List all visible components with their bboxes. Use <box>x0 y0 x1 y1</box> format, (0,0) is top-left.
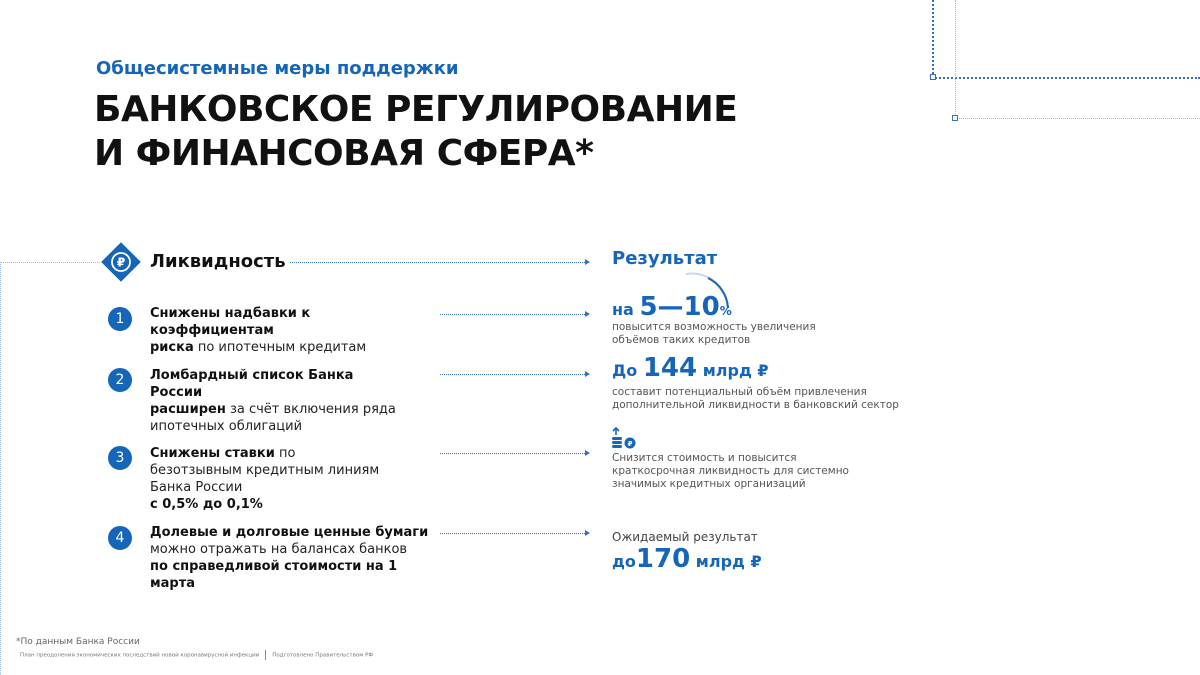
item-arrow-head <box>585 311 590 317</box>
item-text <box>150 367 400 435</box>
item-text <box>150 445 390 513</box>
page-title-line1: БАНКОВСКОЕ РЕГУЛИРОВАНИЕ <box>94 89 738 130</box>
result-caption: Ожидаемый результат <box>612 530 758 544</box>
decor-horizontal-line-light <box>955 118 1200 119</box>
result-value <box>612 353 769 383</box>
result-label: Результат <box>612 248 718 269</box>
result-description <box>612 452 849 491</box>
result-description <box>612 321 816 347</box>
footer-separator <box>265 650 266 660</box>
result-desc-line: повысится возможность увеличения <box>612 321 816 333</box>
item-arrow-head <box>585 371 590 377</box>
item-plain: по ипотечным кредитам <box>193 340 367 355</box>
item-bold: риска <box>150 340 194 355</box>
item-text <box>150 305 420 356</box>
item-arrow <box>440 374 585 375</box>
result-desc-line: дополнительной ликвидности в банковский сектор <box>612 399 899 411</box>
item-arrow-head <box>585 530 590 536</box>
item-number: 1 <box>108 307 132 331</box>
result-prefix: до <box>612 552 636 571</box>
result-description <box>612 386 899 412</box>
footer <box>20 650 373 660</box>
decor-vertical-line <box>932 0 934 78</box>
item-arrow <box>440 314 585 315</box>
item-bold: по справедливой стоимости на 1 марта <box>150 559 398 591</box>
section-arrow <box>290 262 585 263</box>
item-bold: Долевые и долговые ценные бумаги <box>150 525 429 540</box>
decor-horizontal-line <box>932 77 1200 79</box>
item-bold: расширен <box>150 402 226 417</box>
result-number: 144 <box>642 353 698 383</box>
result-desc-line: краткосрочная ликвидность для системно <box>612 465 849 477</box>
footnote: *По данным Банка России <box>16 637 140 647</box>
page-title-line2: И ФИНАНСОВАЯ СФЕРА* <box>94 133 594 174</box>
item-text <box>150 524 440 592</box>
item-number: 3 <box>108 446 132 470</box>
result-value <box>612 544 762 574</box>
result-number: 5—10 <box>639 292 720 322</box>
item-arrow-head <box>585 450 590 456</box>
result-suffix: млрд ₽ <box>702 361 769 380</box>
ruble-coin-icon <box>100 241 142 283</box>
result-prefix: на <box>612 300 634 319</box>
result-prefix: До <box>612 361 638 380</box>
item-bold: Снижены надбавки к коэффициентам <box>150 306 311 338</box>
page-title <box>94 88 737 176</box>
result-number: 170 <box>635 544 691 574</box>
footer-left: План преодоления экономических последствий новой коронавирусной инфекции <box>20 652 260 659</box>
decor-left-line <box>0 262 1 675</box>
decor-vertical-line-light <box>955 0 956 118</box>
item-arrow <box>440 533 585 534</box>
section-label: Ликвидность <box>150 251 286 272</box>
item-bold: Снижены ставки <box>150 446 275 461</box>
result-suffix: % <box>719 304 732 318</box>
result-suffix: млрд ₽ <box>695 552 762 571</box>
svg-text:₽: ₽ <box>116 255 126 270</box>
result-desc-line: значимых кредитных организаций <box>612 478 806 490</box>
decor-square <box>952 115 958 121</box>
item-bold: Ломбардный список Банка России <box>150 368 354 400</box>
result-desc-line: Снизится стоимость и повысится <box>612 452 797 464</box>
item-plain: по безотзывным кредитным линиям Банка России <box>150 446 380 495</box>
coins-up-icon <box>611 426 637 450</box>
item-plain: за счёт включения ряда ипотечных облигаций <box>150 402 396 434</box>
item-bold: с 0,5% до 0,1% <box>150 497 263 512</box>
result-value <box>612 292 732 322</box>
item-number: 4 <box>108 526 132 550</box>
section-arrow-head <box>585 259 590 265</box>
item-number: 2 <box>108 368 132 392</box>
result-desc-line: объёмов таких кредитов <box>612 334 751 346</box>
decor-square <box>930 74 936 80</box>
page-subtitle: Общесистемные меры поддержки <box>96 58 459 79</box>
svg-text:₽: ₽ <box>627 440 633 448</box>
item-plain: можно отражать на балансах банков <box>150 542 408 557</box>
decor-section-line <box>0 262 100 263</box>
result-desc-line: составит потенциальный объём привлечения <box>612 386 867 398</box>
footer-right: Подготовлено Правительством РФ <box>272 652 374 659</box>
item-arrow <box>440 453 585 454</box>
